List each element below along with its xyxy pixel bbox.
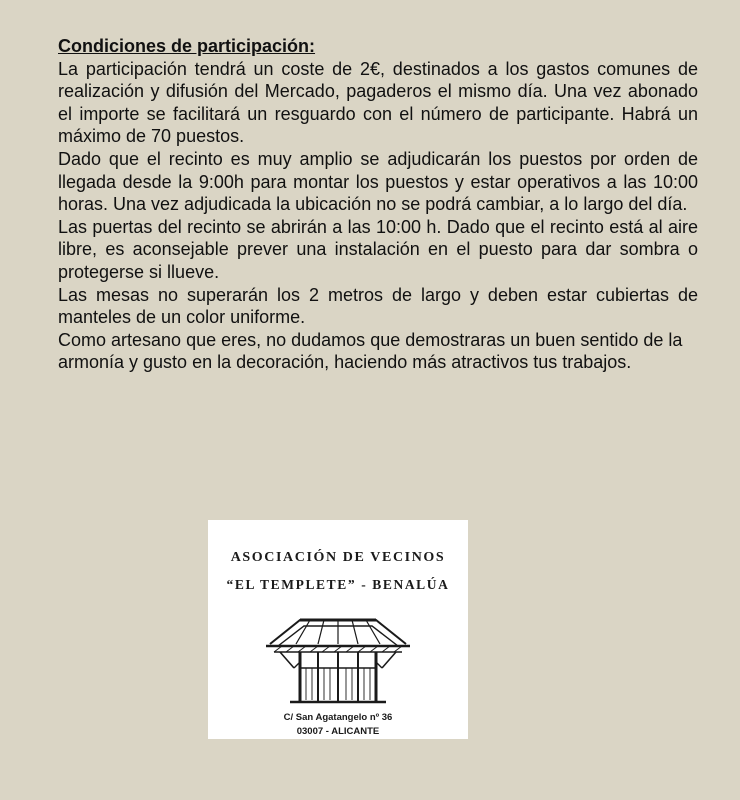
logo-association-subtitle: “EL TEMPLETE” - BENALÚA [226, 577, 450, 592]
paragraph-tables: Las mesas no superarán los 2 metros de largo y deben estar cubiertas de manteles de un color uniforme. [58, 284, 698, 328]
conditions-heading: Condiciones de participación: [58, 36, 316, 56]
logo-address-street: C/ San Agatangelo nº 36 [283, 712, 393, 723]
templete-building-icon [260, 606, 416, 706]
logo-address-city: 03007 - ALICANTE [296, 726, 380, 737]
logo-association-name: ASOCIACIÓN DE VECINOS [230, 550, 446, 565]
association-logo [208, 520, 468, 739]
conditions-text-block [58, 35, 698, 374]
paragraph-stall-assignment: Dado que el recinto es muy amplio se adjudicarán los puestos por orden de llegada desde la 9:00h para montar los puestos y estar operativos a las 10:00 horas. Una vez adjudicada la ubicación no se podrá cambiar, a lo largo del día. [58, 148, 698, 215]
paragraph-fee: La participación tendrá un coste de 2€, destinados a los gastos comunes de realización y difusión del Mercado, pagaderos el mismo día. Una vez abonado el importe se facilitará un resguardo con el número de participante. Habrá un máximo de 70 puestos. [58, 58, 698, 147]
paragraph-opening-hours: Las puertas del recinto se abrirán a las 10:00 h. Dado que el recinto está al aire libre, es aconsejable prever una instalación en el puesto para dar sombra o protegerse si llueve. [58, 216, 698, 282]
paragraph-decoration: Como artesano que eres, no dudamos que demostraras un buen sentido de la armonía y gusto en la decoración, haciendo más atractivos tus trabajos. [58, 329, 683, 373]
